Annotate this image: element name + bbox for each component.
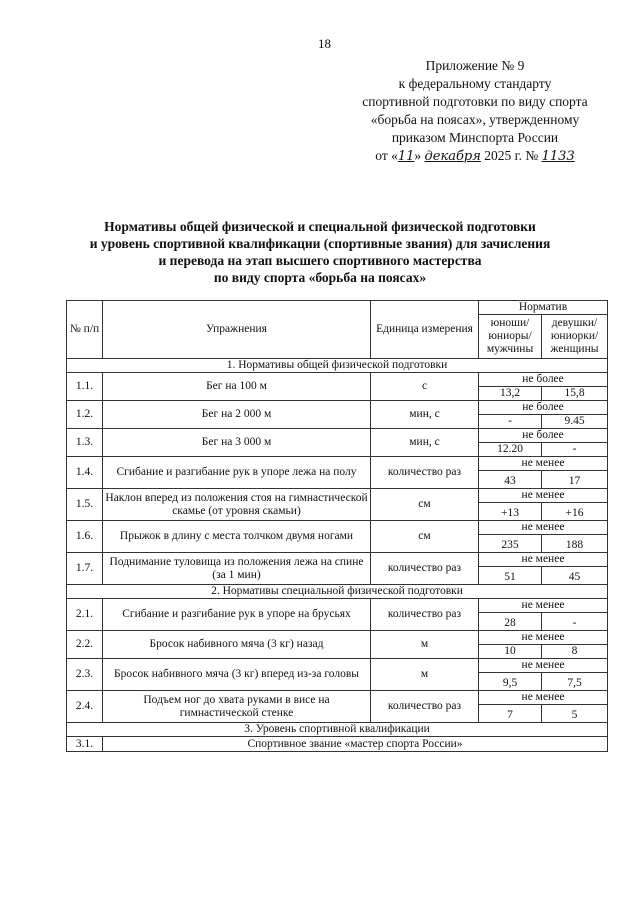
handwritten-month: декабря [424, 149, 481, 164]
table-row [67, 553, 608, 567]
value-male: - [479, 415, 542, 429]
unit: мин, с [371, 429, 479, 457]
value-female: 9.45 [542, 415, 608, 429]
value-male: 51 [479, 567, 542, 585]
value-male: 43 [479, 471, 542, 489]
row-number: 1.5. [67, 489, 103, 521]
appendix-line: спортивной подготовки по виду спорта [362, 94, 588, 109]
header-female: девушки/ юниорки/ женщины [542, 315, 608, 359]
section-row [67, 585, 608, 599]
table-row [67, 489, 608, 503]
value-male: 12.20 [479, 443, 542, 457]
exercise-name: Бег на 3 000 м [103, 429, 371, 457]
value-female: 45 [542, 567, 608, 585]
exercise-name: Бег на 2 000 м [103, 401, 371, 429]
norm-condition: не более [479, 429, 608, 443]
table-row [67, 691, 608, 705]
value-male: +13 [479, 503, 542, 521]
table-row [67, 457, 608, 471]
value-female: 5 [542, 705, 608, 723]
header-male: юноши/ юниоры/ мужчины [479, 315, 542, 359]
order-date-line [330, 147, 620, 166]
section-row [67, 359, 608, 373]
unit: м [371, 631, 479, 659]
row-number: 1.1. [67, 373, 103, 401]
row-number: 1.7. [67, 553, 103, 585]
norms-table [66, 300, 608, 752]
norm-condition: не менее [479, 489, 608, 503]
section-title: 1. Нормативы общей физической подготовки [67, 359, 608, 373]
table-row [67, 521, 608, 535]
value-male: 7 [479, 705, 542, 723]
row-number: 3.1. [67, 737, 103, 752]
unit: с [371, 373, 479, 401]
value-female: - [542, 613, 608, 631]
row-number: 2.4. [67, 691, 103, 723]
unit: см [371, 521, 479, 553]
section-title: 2. Нормативы специальной физической подготовки [67, 585, 608, 599]
unit: м [371, 659, 479, 691]
norm-condition: не более [479, 373, 608, 387]
exercise-name: Сгибание и разгибание рук в упоре на брусьях [103, 599, 371, 631]
appendix-line: Приложение № 9 [425, 58, 525, 73]
exercise-name: Прыжок в длину с места толчком двумя ногами [103, 521, 371, 553]
title-line: по виду спорта «борьба на поясах» [213, 270, 427, 285]
unit: количество раз [371, 691, 479, 723]
unit: количество раз [371, 553, 479, 585]
table-row [67, 373, 608, 387]
row-number: 1.6. [67, 521, 103, 553]
norm-condition: не менее [479, 659, 608, 673]
date-mid: » [414, 148, 422, 163]
exercise-name: Бег на 100 м [103, 373, 371, 401]
value-male: 10 [479, 645, 542, 659]
date-prefix: от « [375, 148, 398, 163]
unit: количество раз [371, 599, 479, 631]
exercise-name: Бросок набивного мяча (3 кг) назад [103, 631, 371, 659]
norm-condition: не менее [479, 553, 608, 567]
title-line: Нормативы общей физической и специальной физической подготовки [104, 219, 536, 234]
value-male: 28 [479, 613, 542, 631]
value-female: 188 [542, 535, 608, 553]
unit: количество раз [371, 457, 479, 489]
norm-condition: не менее [479, 691, 608, 705]
section-row [67, 723, 608, 737]
table-row [67, 401, 608, 415]
exercise-name: Бросок набивного мяча (3 кг) вперед из-за головы [103, 659, 371, 691]
value-female: 17 [542, 471, 608, 489]
document-title [60, 218, 580, 286]
appendix-line: приказом Минспорта России [391, 130, 559, 145]
header-norm: Норматив [479, 301, 608, 315]
value-male: 235 [479, 535, 542, 553]
header-unit: Единица измерения [371, 301, 479, 359]
norm-condition: не менее [479, 457, 608, 471]
row-number: 1.4. [67, 457, 103, 489]
norm-condition: не менее [479, 599, 608, 613]
page-number: 18 [318, 36, 331, 51]
norm-condition: не менее [479, 631, 608, 645]
exercise-name: Подъем ног до хвата руками в висе на гимнастической стенке [103, 691, 371, 723]
value-male: 13,2 [479, 387, 542, 401]
rank-title: Спортивное звание «мастер спорта России» [103, 737, 608, 752]
exercise-name: Наклон вперед из положения стоя на гимнастической скамье (от уровня скамьи) [103, 489, 371, 521]
header-exercise: Упражнения [103, 301, 371, 359]
row-number: 2.3. [67, 659, 103, 691]
value-female: +16 [542, 503, 608, 521]
row-number: 1.3. [67, 429, 103, 457]
rank-row [67, 737, 608, 752]
exercise-name: Поднимание туловища из положения лежа на спине (за 1 мин) [103, 553, 371, 585]
value-female: 8 [542, 645, 608, 659]
appendix-line: к федеральному стандарту [398, 76, 552, 91]
norm-condition: не менее [479, 521, 608, 535]
value-female: 15,8 [542, 387, 608, 401]
exercise-name: Сгибание и разгибание рук в упоре лежа на полу [103, 457, 371, 489]
row-number: 1.2. [67, 401, 103, 429]
title-line: и уровень спортивной квалификации (спортивные звания) для зачисления [89, 236, 551, 251]
table-row [67, 631, 608, 645]
date-year: 2025 г. № [484, 148, 539, 163]
value-male: 9,5 [479, 673, 542, 691]
unit: мин, с [371, 401, 479, 429]
section-title: 3. Уровень спортивной квалификации [67, 723, 608, 737]
appendix-block [330, 57, 620, 166]
header-num: № п/п [67, 301, 103, 359]
appendix-line: «борьба на поясах», утвержденному [370, 112, 580, 127]
handwritten-day: 11 [397, 149, 415, 164]
unit: см [371, 489, 479, 521]
row-number: 2.1. [67, 599, 103, 631]
row-number: 2.2. [67, 631, 103, 659]
table-row [67, 429, 608, 443]
title-line: и перевода на этап высшего спортивного мастерства [158, 253, 482, 268]
table-row [67, 599, 608, 613]
handwritten-number: 1133 [541, 149, 575, 164]
value-female: 7,5 [542, 673, 608, 691]
norm-condition: не более [479, 401, 608, 415]
value-female: - [542, 443, 608, 457]
table-row [67, 659, 608, 673]
